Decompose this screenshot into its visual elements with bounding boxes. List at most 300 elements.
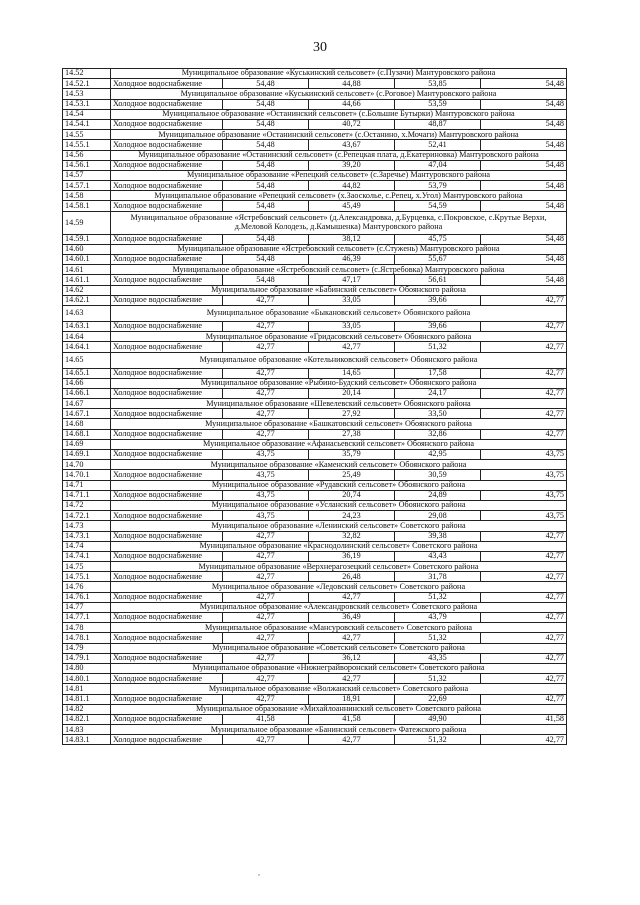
tariff-value: 47,04 (395, 160, 481, 170)
row-code: 14.68 (63, 419, 111, 429)
row-code: 14.71.1 (63, 490, 111, 500)
tariff-value: 42,77 (223, 592, 309, 602)
tariff-value: 54,48 (481, 160, 567, 170)
tariff-row (63, 674, 567, 684)
row-code: 14.77 (63, 602, 111, 612)
tariff-value: 43,67 (309, 140, 395, 150)
tariff-row (63, 470, 567, 480)
row-code: 14.56.1 (63, 160, 111, 170)
row-code: 14.78.1 (63, 633, 111, 643)
service-name: Холодное водоснабжение (111, 79, 223, 89)
tariff-value: 17,58 (395, 368, 481, 378)
tariff-value: 54,48 (481, 99, 567, 109)
service-name: Холодное водоснабжение (111, 572, 223, 582)
tariff-value: 42,77 (309, 342, 395, 352)
tariff-value: 54,48 (223, 119, 309, 129)
tariff-value: 42,77 (309, 735, 395, 745)
tariff-value: 56,61 (395, 275, 481, 285)
municipality-row (63, 109, 567, 119)
tariff-value: 43,75 (481, 450, 567, 460)
tariff-value: 42,77 (481, 295, 567, 305)
tariff-value: 36,19 (309, 551, 395, 561)
tariff-value: 54,48 (223, 160, 309, 170)
municipality-title: Муниципальное образование «Останинский сельсовет» (с.Репецкая плата, д.Екатериновка) Мантуровского района (111, 150, 567, 160)
municipality-row (63, 439, 567, 449)
tariff-row (63, 234, 567, 244)
row-code: 14.54.1 (63, 119, 111, 129)
tariff-value: 43,75 (223, 511, 309, 521)
row-code: 14.75 (63, 562, 111, 572)
tariff-value: 51,32 (395, 342, 481, 352)
municipality-row (63, 285, 567, 295)
tariff-value: 24,89 (395, 490, 481, 500)
tariff-value: 54,48 (481, 275, 567, 285)
service-name: Холодное водоснабжение (111, 735, 223, 745)
tariff-value: 42,77 (223, 342, 309, 352)
tariff-value: 45,75 (395, 234, 481, 244)
tariff-row (63, 275, 567, 285)
tariff-value: 32,86 (395, 429, 481, 439)
tariff-value: 42,77 (223, 531, 309, 541)
tariff-value: 53,85 (395, 79, 481, 89)
tariff-row (63, 368, 567, 378)
row-code: 14.63 (63, 305, 111, 321)
service-name: Холодное водоснабжение (111, 275, 223, 285)
row-code: 14.64.1 (63, 342, 111, 352)
tariff-value: 54,48 (481, 181, 567, 191)
tariff-row (63, 99, 567, 109)
municipality-title: Муниципальное образование «Советский сельсовет» Советского района (111, 643, 567, 653)
service-name: Холодное водоснабжение (111, 633, 223, 643)
row-code: 14.59 (63, 211, 111, 234)
row-code: 14.61 (63, 265, 111, 275)
row-code: 14.79 (63, 643, 111, 653)
tariff-value: 42,77 (309, 592, 395, 602)
tariff-value: 42,77 (223, 633, 309, 643)
tariff-value: 47,17 (309, 275, 395, 285)
tariff-value: 54,48 (481, 201, 567, 211)
page-number: 30 (313, 40, 327, 55)
service-name: Холодное водоснабжение (111, 234, 223, 244)
service-name: Холодное водоснабжение (111, 160, 223, 170)
service-name: Холодное водоснабжение (111, 342, 223, 352)
municipality-title: Муниципальное образование «Башкатовский сельсовет» Обоянского района (111, 419, 567, 429)
tariff-row (63, 653, 567, 663)
row-code: 14.62.1 (63, 295, 111, 305)
row-code: 14.60 (63, 244, 111, 254)
tariff-value: 27,92 (309, 409, 395, 419)
row-code: 14.82 (63, 704, 111, 714)
municipality-row (63, 460, 567, 470)
row-code: 14.73.1 (63, 531, 111, 541)
tariff-value: 49,90 (395, 714, 481, 724)
tariff-value: 32,82 (309, 531, 395, 541)
tariff-value: 36,12 (309, 653, 395, 663)
tariff-value: 29,08 (395, 511, 481, 521)
row-code: 14.53 (63, 89, 111, 99)
tariff-value: 42,77 (481, 409, 567, 419)
tariff-row (63, 388, 567, 398)
service-name: Холодное водоснабжение (111, 551, 223, 561)
row-code: 14.76 (63, 582, 111, 592)
tariff-value: 54,48 (481, 119, 567, 129)
tariff-value: 27,38 (309, 429, 395, 439)
tariff-value: 42,77 (223, 295, 309, 305)
tariff-value: 42,77 (223, 694, 309, 704)
service-name: Холодное водоснабжение (111, 321, 223, 331)
tariff-value: 42,77 (481, 368, 567, 378)
municipality-row (63, 69, 567, 79)
tariff-value: 42,77 (223, 653, 309, 663)
municipality-title: Муниципальное образование «Ленинский сельсовет» Советского района (111, 521, 567, 531)
municipality-title: Муниципальное образование «Бабинский сельсовет» Обоянского района (111, 285, 567, 295)
row-code: 14.74.1 (63, 551, 111, 561)
tariff-value: 42,77 (309, 633, 395, 643)
tariff-value: 54,48 (481, 79, 567, 89)
tariff-value: 54,48 (223, 234, 309, 244)
tariff-value: 42,77 (481, 674, 567, 684)
municipality-row (63, 305, 567, 321)
row-code: 14.62 (63, 285, 111, 295)
tariff-row (63, 409, 567, 419)
tariff-row (63, 613, 567, 623)
tariff-value: 54,59 (395, 201, 481, 211)
municipality-title: Муниципальное образование «Ястребовский сельсовет» (д.Александровка, д.Бурцевка, с.Покровское, с.Крутые Верхи, д.Меловой Колодезь, д.Камышенка) Мантуровского района (111, 211, 567, 234)
tariff-value: 42,77 (223, 674, 309, 684)
municipality-row (63, 265, 567, 275)
tariff-value: 42,77 (481, 429, 567, 439)
municipality-title: Муниципальное образование «Ледовский сельсовет» Советского района (111, 582, 567, 592)
municipality-row (63, 643, 567, 653)
municipality-row (63, 521, 567, 531)
tariff-value: 43,75 (481, 511, 567, 521)
row-code: 14.58 (63, 191, 111, 201)
tariff-value: 51,32 (395, 674, 481, 684)
tariff-value: 31,78 (395, 572, 481, 582)
tariff-row (63, 295, 567, 305)
tariff-value: 42,77 (223, 321, 309, 331)
municipality-row (63, 704, 567, 714)
row-code: 14.65 (63, 352, 111, 368)
service-name: Холодное водоснабжение (111, 450, 223, 460)
municipality-row (63, 89, 567, 99)
row-code: 14.74 (63, 541, 111, 551)
service-name: Холодное водоснабжение (111, 181, 223, 191)
municipality-title: Муниципальное образование «Рудавский сельсовет» Обоянского района (111, 480, 567, 490)
tariff-row (63, 342, 567, 352)
row-code: 14.69.1 (63, 450, 111, 460)
service-name: Холодное водоснабжение (111, 511, 223, 521)
row-code: 14.80.1 (63, 674, 111, 684)
tariff-value: 25,49 (309, 470, 395, 480)
tariff-row (63, 181, 567, 191)
municipality-title: Муниципальное образование «Куськинский сельсовет» (с.Пузачи) Мантуровского района (111, 69, 567, 79)
row-code: 14.70 (63, 460, 111, 470)
tariff-value: 51,32 (395, 735, 481, 745)
tariff-value: 53,79 (395, 181, 481, 191)
service-name: Холодное водоснабжение (111, 295, 223, 305)
tariff-value: 44,66 (309, 99, 395, 109)
service-name: Холодное водоснабжение (111, 694, 223, 704)
tariff-value: 42,77 (481, 572, 567, 582)
municipality-title: Муниципальное образование «Ястребовский сельсовет» (с.Ястребовка) Мантуровского района (111, 265, 567, 275)
municipality-title: Муниципальное образование «Александровский сельсовет» Советского района (111, 602, 567, 612)
tariff-value: 43,75 (481, 470, 567, 480)
tariff-value: 20,74 (309, 490, 395, 500)
tariff-value: 33,50 (395, 409, 481, 419)
tariff-value: 38,12 (309, 234, 395, 244)
row-code: 14.55 (63, 130, 111, 140)
tariff-table (62, 68, 567, 745)
tariff-value: 54,48 (223, 255, 309, 265)
row-code: 14.77.1 (63, 613, 111, 623)
service-name: Холодное водоснабжение (111, 470, 223, 480)
municipality-row (63, 725, 567, 735)
tariff-value: 42,77 (223, 613, 309, 623)
row-code: 14.54 (63, 109, 111, 119)
tariff-value: 42,77 (223, 551, 309, 561)
tariff-value: 22,69 (395, 694, 481, 704)
municipality-title: Муниципальное образование «Михайлоаннинский сельсовет» Советского района (111, 704, 567, 714)
service-name: Холодное водоснабжение (111, 592, 223, 602)
tariff-row (63, 201, 567, 211)
tariff-value: 30,59 (395, 470, 481, 480)
service-name: Холодное водоснабжение (111, 255, 223, 265)
tariff-value: 18,91 (309, 694, 395, 704)
service-name: Холодное водоснабжение (111, 490, 223, 500)
municipality-row (63, 244, 567, 254)
tariff-value: 42,95 (395, 450, 481, 460)
tariff-value: 42,77 (481, 388, 567, 398)
row-code: 14.57.1 (63, 181, 111, 191)
tariff-row (63, 119, 567, 129)
municipality-title: Муниципальное образование «Репецкий сельсовет» (с.Заречье) Мантуровского района (111, 170, 567, 180)
tariff-value: 42,77 (223, 409, 309, 419)
row-code: 14.55.1 (63, 140, 111, 150)
tariff-value: 33,05 (309, 295, 395, 305)
row-code: 14.57 (63, 170, 111, 180)
row-code: 14.81.1 (63, 694, 111, 704)
tariff-row (63, 531, 567, 541)
row-code: 14.82.1 (63, 714, 111, 724)
row-code: 14.68.1 (63, 429, 111, 439)
municipality-title: Муниципальное образование «Нижнеграйворонский сельсовет» Советского района (111, 663, 567, 673)
municipality-row (63, 684, 567, 694)
tariff-value: 54,48 (223, 79, 309, 89)
tariff-value: 54,48 (223, 201, 309, 211)
tariff-value: 43,75 (481, 490, 567, 500)
municipality-title: Муниципальное образование «Банинский сельсовет» Фатежского района (111, 725, 567, 735)
tariff-value: 55,67 (395, 255, 481, 265)
municipality-title: Муниципальное образование «Репецкий сельсовет» (х.Заосколье, с.Репец, х.Угол) Мантуровского района (111, 191, 567, 201)
municipality-title: Муниципальное образование «Рыбино-Будский сельсовет» Обоянского района (111, 378, 567, 388)
tariff-row (63, 735, 567, 745)
tariff-value: 42,77 (223, 429, 309, 439)
municipality-row (63, 399, 567, 409)
tariff-value: 43,43 (395, 551, 481, 561)
row-code: 14.83 (63, 725, 111, 735)
row-code: 14.81 (63, 684, 111, 694)
tariff-value: 51,32 (395, 592, 481, 602)
service-name: Холодное водоснабжение (111, 613, 223, 623)
tariff-value: 20,14 (309, 388, 395, 398)
row-code: 14.73 (63, 521, 111, 531)
tariff-value: 52,41 (395, 140, 481, 150)
tariff-value: 39,66 (395, 321, 481, 331)
municipality-row (63, 541, 567, 551)
service-name: Холодное водоснабжение (111, 388, 223, 398)
municipality-row (63, 480, 567, 490)
row-code: 14.52 (63, 69, 111, 79)
municipality-title: Муниципальное образование «Куськинский сельсовет» (с.Роговое) Мантуровского района (111, 89, 567, 99)
tariff-value: 42,77 (481, 653, 567, 663)
tariff-value: 36,49 (309, 613, 395, 623)
row-code: 14.66 (63, 378, 111, 388)
tariff-row (63, 321, 567, 331)
row-code: 14.72.1 (63, 511, 111, 521)
tariff-value: 42,77 (481, 613, 567, 623)
tariff-value: 48,87 (395, 119, 481, 129)
row-code: 14.58.1 (63, 201, 111, 211)
tariff-value: 42,77 (481, 592, 567, 602)
tariff-value: 41,58 (309, 714, 395, 724)
tariff-value: 43,35 (395, 653, 481, 663)
row-code: 14.72 (63, 500, 111, 510)
row-code: 14.59.1 (63, 234, 111, 244)
tariff-row (63, 511, 567, 521)
tariff-value: 44,82 (309, 181, 395, 191)
tariff-value: 42,77 (223, 735, 309, 745)
municipality-row (63, 332, 567, 342)
tariff-value: 45,49 (309, 201, 395, 211)
municipality-row (63, 378, 567, 388)
municipality-title: Муниципальное образование «Останинский сельсовет» (с.Останино, х.Мочаги) Мантуровского района (111, 130, 567, 140)
service-name: Холодное водоснабжение (111, 119, 223, 129)
tariff-row (63, 490, 567, 500)
service-name: Холодное водоснабжение (111, 409, 223, 419)
municipality-title: Муниципальное образование «Усланский сельсовет» Обоянского района (111, 500, 567, 510)
tariff-value: 42,77 (481, 735, 567, 745)
tariff-value: 54,48 (481, 140, 567, 150)
tariff-row (63, 694, 567, 704)
tariff-row (63, 572, 567, 582)
tariff-value: 42,77 (481, 321, 567, 331)
tariff-value: 42,77 (481, 531, 567, 541)
tariff-value: 43,75 (223, 490, 309, 500)
scan-mark: , (258, 868, 260, 877)
tariff-value: 42,77 (223, 368, 309, 378)
municipality-row (63, 170, 567, 180)
row-code: 14.61.1 (63, 275, 111, 285)
municipality-title: Муниципальное образование «Мансуровский сельсовет» Советского района (111, 623, 567, 633)
tariff-value: 24,23 (309, 511, 395, 521)
tariff-value: 42,77 (481, 694, 567, 704)
municipality-row (63, 352, 567, 368)
municipality-row (63, 663, 567, 673)
municipality-title: Муниципальное образование «Каменский сельсовет» Обоянского района (111, 460, 567, 470)
tariff-value: 42,77 (223, 572, 309, 582)
municipality-title: Муниципальное образование «Быкановский сельсовет» Обоянского района (111, 305, 567, 321)
tariff-value: 41,58 (223, 714, 309, 724)
row-code: 14.67 (63, 399, 111, 409)
municipality-row (63, 562, 567, 572)
tariff-value: 44,88 (309, 79, 395, 89)
row-code: 14.63.1 (63, 321, 111, 331)
tariff-value: 54,48 (223, 181, 309, 191)
row-code: 14.56 (63, 150, 111, 160)
row-code: 14.67.1 (63, 409, 111, 419)
tariff-value: 51,32 (395, 633, 481, 643)
tariff-table-body (63, 69, 567, 745)
municipality-title: Муниципальное образование «Волжанский сельсовет» Советского района (111, 684, 567, 694)
tariff-value: 42,77 (481, 551, 567, 561)
tariff-value: 35,79 (309, 450, 395, 460)
municipality-title: Муниципальное образование «Верхнерагозецкий сельсовет» Советского района (111, 562, 567, 572)
municipality-row (63, 130, 567, 140)
tariff-row (63, 450, 567, 460)
row-code: 14.75.1 (63, 572, 111, 582)
tariff-value: 33,05 (309, 321, 395, 331)
tariff-value: 42,77 (481, 342, 567, 352)
municipality-title: Муниципальное образование «Афанасьевский сельсовет» Обоянского района (111, 439, 567, 449)
tariff-value: 39,20 (309, 160, 395, 170)
tariff-value: 39,38 (395, 531, 481, 541)
tariff-value: 54,48 (223, 99, 309, 109)
service-name: Холодное водоснабжение (111, 99, 223, 109)
tariff-value: 39,66 (395, 295, 481, 305)
tariff-value: 42,77 (481, 633, 567, 643)
tariff-row (63, 79, 567, 89)
tariff-row (63, 714, 567, 724)
tariff-value: 54,48 (223, 275, 309, 285)
tariff-value: 24,17 (395, 388, 481, 398)
municipality-row (63, 602, 567, 612)
tariff-value: 43,75 (223, 450, 309, 460)
tariff-value: 41,58 (481, 714, 567, 724)
row-code: 14.71 (63, 480, 111, 490)
tariff-value: 54,48 (223, 140, 309, 150)
tariff-row (63, 255, 567, 265)
tariff-row (63, 551, 567, 561)
row-code: 14.70.1 (63, 470, 111, 480)
row-code: 14.53.1 (63, 99, 111, 109)
tariff-row (63, 429, 567, 439)
municipality-row (63, 191, 567, 201)
tariff-value: 43,75 (223, 470, 309, 480)
municipality-title: Муниципальное образование «Гридасовский сельсовет» Обоянского района (111, 332, 567, 342)
row-code: 14.52.1 (63, 79, 111, 89)
row-code: 14.78 (63, 623, 111, 633)
service-name: Холодное водоснабжение (111, 531, 223, 541)
municipality-title: Муниципальное образование «Краснодолинский сельсовет» Советского района (111, 541, 567, 551)
service-name: Холодное водоснабжение (111, 201, 223, 211)
row-code: 14.65.1 (63, 368, 111, 378)
service-name: Холодное водоснабжение (111, 429, 223, 439)
tariff-value: 26,48 (309, 572, 395, 582)
municipality-title: Муниципальное образование «Шевелевский сельсовет» Обоянского района (111, 399, 567, 409)
municipality-row (63, 150, 567, 160)
row-code: 14.60.1 (63, 255, 111, 265)
service-name: Холодное водоснабжение (111, 368, 223, 378)
tariff-value: 42,77 (223, 388, 309, 398)
municipality-row (63, 500, 567, 510)
row-code: 14.76.1 (63, 592, 111, 602)
municipality-row (63, 211, 567, 234)
tariff-row (63, 592, 567, 602)
row-code: 14.80 (63, 663, 111, 673)
tariff-value: 43,79 (395, 613, 481, 623)
tariff-row (63, 633, 567, 643)
